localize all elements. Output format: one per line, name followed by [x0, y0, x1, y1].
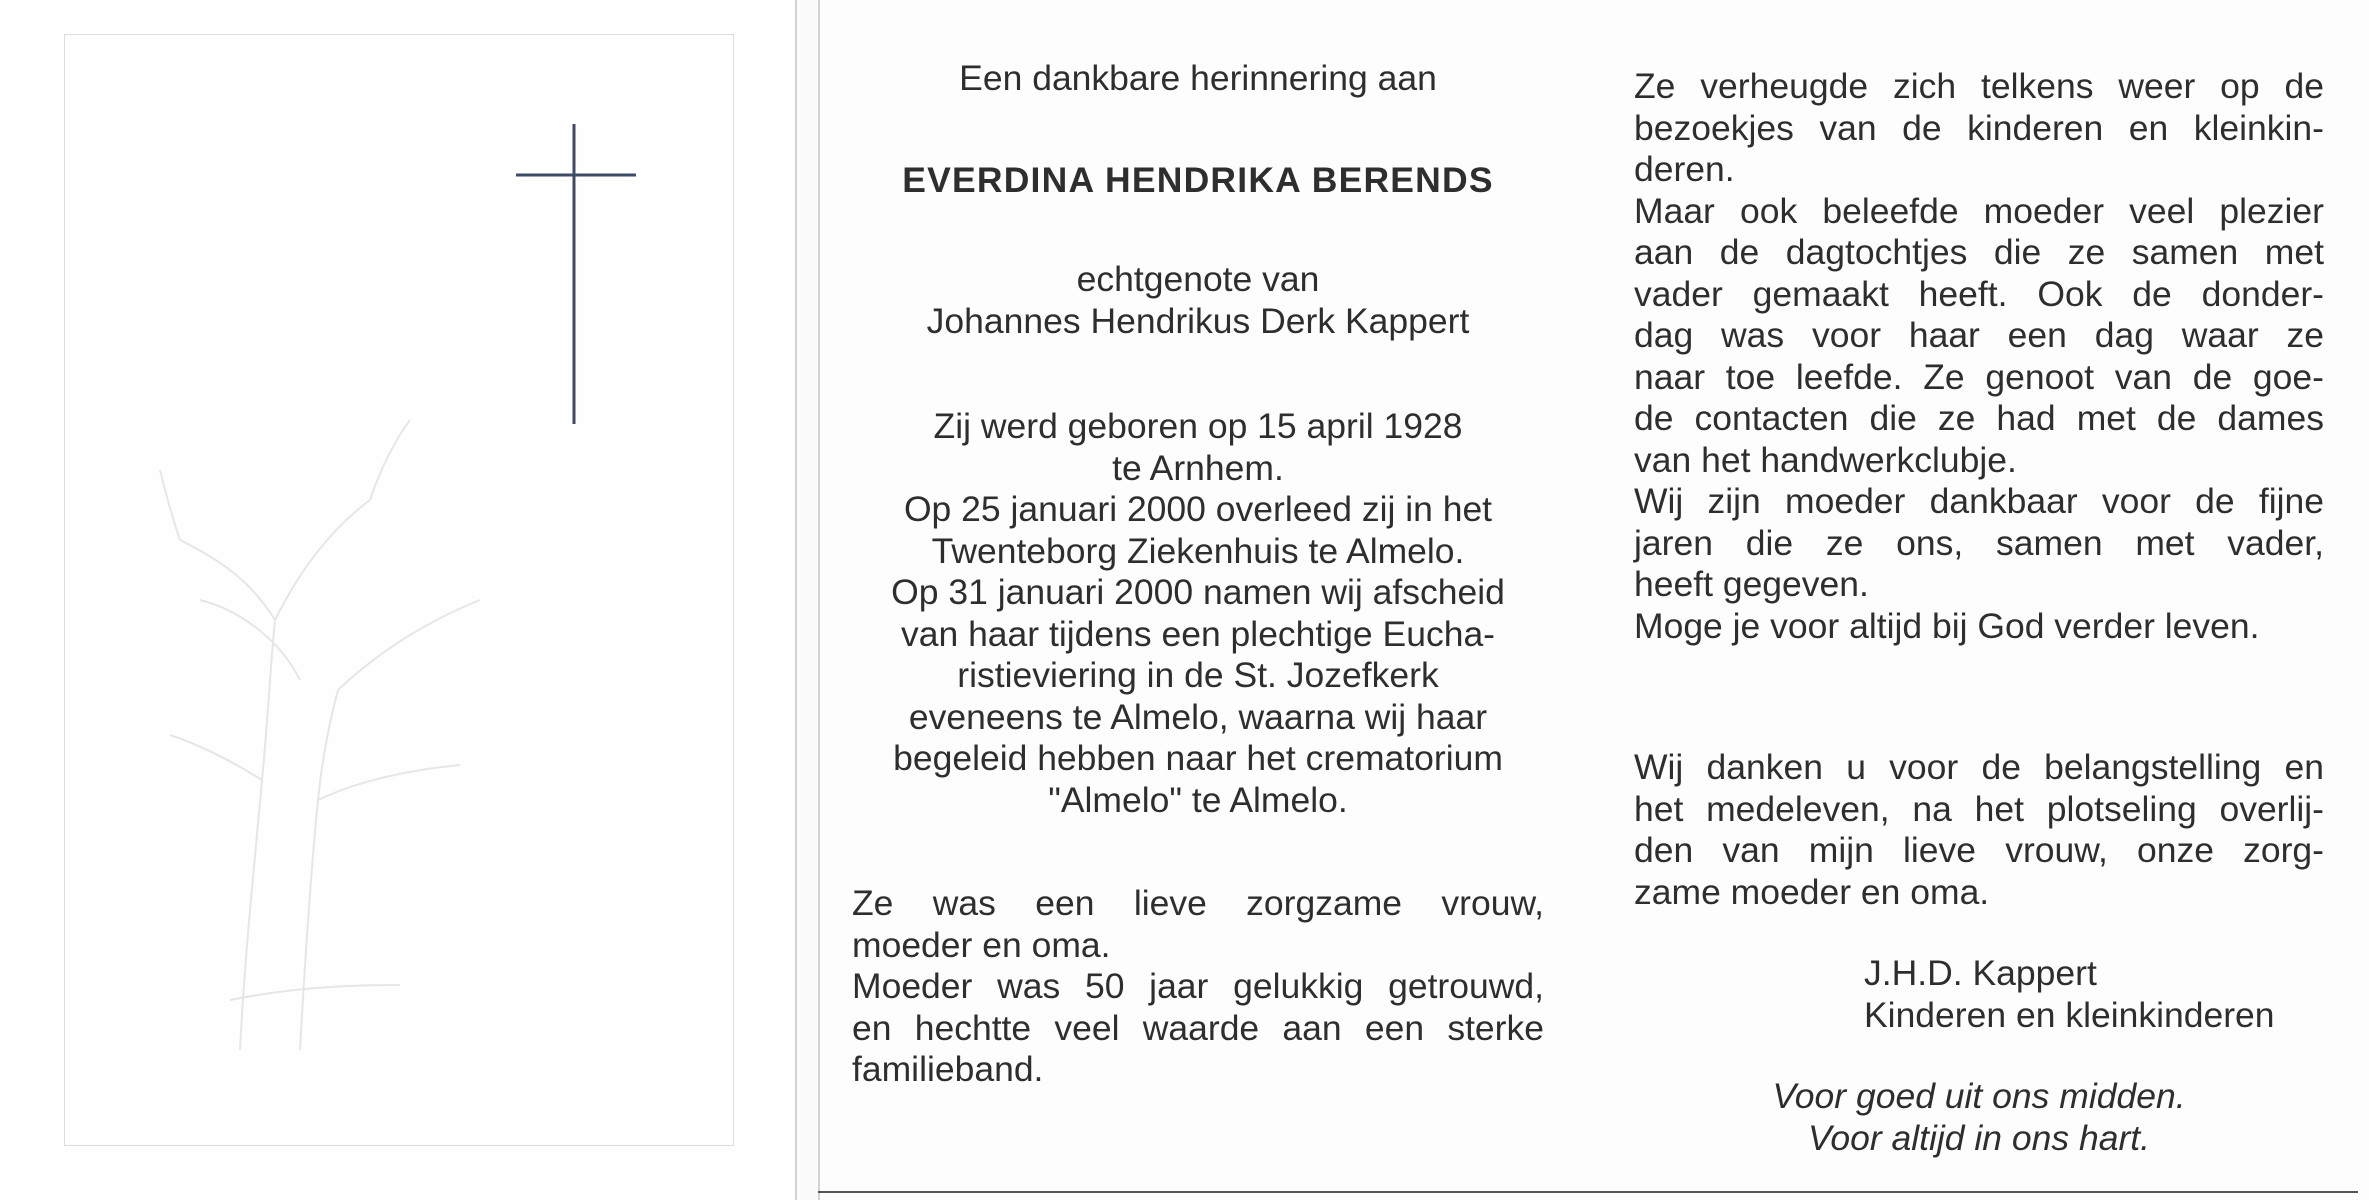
- bio-line: Zij werd geboren op 15 april 1928: [933, 406, 1463, 446]
- memory-line: Moge je voor altijd bij God verder leven.: [1634, 605, 2260, 646]
- thanks-line: Wij danken u voor de belangstelling en: [1634, 747, 2324, 787]
- memory-paragraph: [1634, 66, 2324, 647]
- motto-line: Voor goed uit ons midden.: [1772, 1076, 2186, 1116]
- bio-line: van haar tijdens een plechtige Eucha-: [900, 613, 1496, 654]
- memory-line: heeft gegeven.: [1634, 564, 1869, 604]
- character-line: familieband.: [852, 1049, 1044, 1089]
- cross-icon: [516, 124, 636, 424]
- bio-line: Op 25 januari 2000 overleed zij in het: [903, 489, 1493, 529]
- memory-line: Maar ook beleefde moeder veel plezier: [1634, 190, 2324, 231]
- deceased-name: EVERDINA HENDRIKA BERENDS: [902, 159, 1494, 200]
- memory-line: van het handwerkclubje.: [1634, 439, 2017, 480]
- memory-line: aan de dagtochtjes die ze samen met: [1634, 232, 2324, 272]
- memory-line: de contacten die ze had met de dames: [1634, 398, 2324, 438]
- intro-text: Een dankbare herinnering aan: [959, 58, 1437, 98]
- character-line: Ze was een lieve zorgzame vrouw,: [852, 883, 1544, 923]
- memory-line: deren.: [1634, 149, 1735, 189]
- spouse-name: Johannes Hendrikus Derk Kappert: [926, 300, 1470, 341]
- spouse-label: echtgenote van: [1076, 259, 1320, 299]
- motto-line: Voor altijd in ons hart.: [1807, 1117, 2151, 1158]
- thanks-line: het medeleven, na het plotseling overlij-: [1634, 788, 2324, 829]
- signature: [1864, 953, 2324, 1036]
- memory-line: Wij zijn moeder dankbaar voor de fijne: [1634, 481, 2324, 521]
- memory-line: dag was voor haar een dag waar ze: [1634, 315, 2324, 355]
- bio-line: te Arnhem.: [1112, 447, 1284, 488]
- memory-line: vader gemaakt heeft. Ook de donder-: [1634, 273, 2324, 314]
- thanks-line: zame moeder en oma.: [1634, 871, 1990, 912]
- memory-line: bezoekjes van de kinderen en kleinkin-: [1634, 107, 2324, 148]
- right-column: [1634, 66, 2324, 1159]
- character-line: Moeder was 50 jaar gelukkig getrouwd,: [852, 966, 1544, 1006]
- bio-line: ristieviering in de St. Jozefkerk: [957, 655, 1439, 695]
- character-line: en hechtte veel waarde aan een sterke: [852, 1007, 1544, 1048]
- thanks-line: den van mijn lieve vrouw, onze zorg-: [1634, 830, 2324, 870]
- bio-line: Twenteborg Ziekenhuis te Almelo.: [931, 530, 1465, 571]
- biography: [852, 406, 1544, 821]
- cover-card: [0, 0, 797, 1200]
- character-paragraph: [852, 883, 1544, 1091]
- signature-name: J.H.D. Kappert: [1864, 953, 2097, 993]
- thanks-paragraph: [1634, 747, 2324, 913]
- memory-line: naar toe leefde. Ze genoot van de goe-: [1634, 356, 2324, 397]
- bio-line: eveneens te Almelo, waarna wij haar: [908, 696, 1488, 737]
- memory-line: Ze verheugde zich telkens weer op de: [1634, 66, 2324, 106]
- closing-motto: [1634, 1076, 2324, 1159]
- signature-family: Kinderen en kleinkinderen: [1864, 994, 2275, 1035]
- bio-line: "Almelo" te Almelo.: [1048, 779, 1348, 820]
- middle-column: [852, 58, 1544, 1091]
- memory-line: jaren die ze ons, samen met vader,: [1634, 522, 2324, 563]
- bio-line: begeleid hebben naar het crematorium: [893, 738, 1503, 778]
- card-bottom-edge: [818, 1191, 2358, 1193]
- cover-artwork: [0, 0, 795, 1200]
- character-line: moeder en oma.: [852, 924, 1111, 965]
- tree-illustration: [160, 420, 480, 1050]
- bio-line: Op 31 januari 2000 namen wij afscheid: [891, 572, 1505, 612]
